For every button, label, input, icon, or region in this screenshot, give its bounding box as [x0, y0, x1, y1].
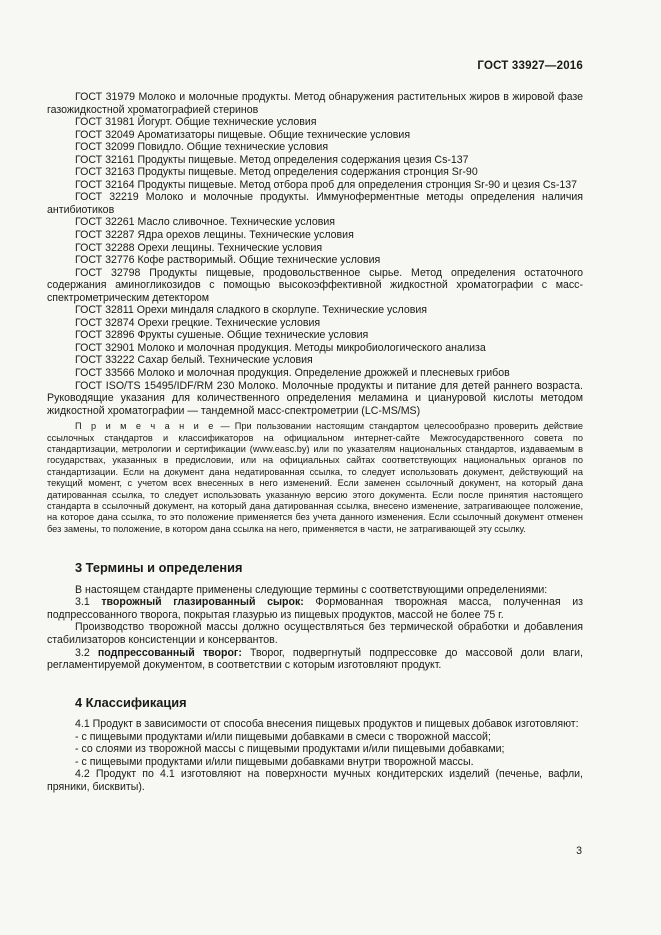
- reference-item: ГОСТ 32288 Орехи лещины. Технические условия: [75, 241, 323, 254]
- term-definition: Творог, подвергнутый подпрессовке до массовой доли влаги, регламентируемой документом, в соответствии с которым изготовляют продукт.: [47, 646, 583, 672]
- reference-item: ГОСТ 33222 Сахар белый. Технические условия: [75, 354, 313, 367]
- reference-item: ГОСТ 33566 Молоко и молочная продукция. Определение дрожжей и плесневых грибов: [75, 367, 510, 380]
- reference-item: ГОСТ 32874 Орехи грецкие. Технические условия: [75, 316, 321, 329]
- reference-item: ГОСТ 32896 Фрукты сушеные. Общие технические условия: [75, 329, 369, 342]
- reference-item: ГОСТ 32219 Молоко и молочные продукты. Иммуноферментные методы определения наличия антибиотиков: [47, 191, 583, 216]
- term-3-1-extra: Производство творожной массы должно осуществляться без термической обработки и добавления стабилизаторов консистенции и консервантов.: [47, 621, 583, 647]
- note-paragraph: [47, 421, 583, 535]
- clause-4-2: 4.2 Продукт по 4.1 изготовляют на поверхности мучных кондитерских изделий (печенье, вафли, пряники, бисквиты).: [47, 768, 583, 793]
- section-3-title: 3 Термины и определения: [75, 560, 243, 576]
- list-item: - с пищевыми продуктами и/или пищевыми добавками в смеси с творожной массой;: [75, 730, 491, 743]
- reference-item: ГОСТ 32163 Продукты пищевые. Метод определения содержания стронция Sr-90: [75, 166, 478, 179]
- term-name: подпрессованный творог:: [97, 646, 242, 659]
- page-number: 3: [576, 845, 582, 857]
- reference-item: ГОСТ 32811 Орехи миндаля сладкого в скорлупе. Технические условия: [75, 304, 427, 317]
- reference-item: ГОСТ 32099 Повидло. Общие технические условия: [75, 141, 329, 154]
- note-text: — При пользовании настоящим стандартом целесообразно проверить действие ссылочных стандартов и классификаторов на официальном интернет-сайте Межгосударственного совета по стандартизации, метрологии и сертификации (www.easc.by) или по указателям национальных стандартов, издаваемым в государствах, указанных в предисловии, или на официальных сайтах соответствующих национальных органов по стандартизации. Если на документ дана недатированная ссылка, то следует использовать документ, действующий на текущий момент, с учетом всех внесенных в него изменений. Если заменен ссылочный документ, на который дана датированная ссылка, то следует использовать указанную версию этого документа. Если после принятия настоящего стандарта в ссылочный документ, на который дана датированная ссылка, внесено изменение, затрагивающее положение, на которое дана ссылка, то это положение применяется без учета данного изменения. Если ссылочный документ отменен без замены, то положение, в котором дана ссылка на него, применяется в части, не затрагивающей эту ссылку.: [47, 421, 583, 534]
- reference-item: ГОСТ 32049 Ароматизаторы пищевые. Общие технические условия: [75, 128, 411, 141]
- reference-item: ГОСТ ISO/TS 15495/IDF/RM 230 Молоко. Молочные продукты и питание для детей раннего возраста. Руководящие указания для количественного определения меламина и циануровой кислоты методом жидкостной хроматографии — тандемной масс-спектрометрии (LC-MS/MS): [47, 379, 583, 417]
- term-name: творожный глазированный сырок:: [101, 596, 304, 609]
- reference-item: ГОСТ 32164 Продукты пищевые. Метод отбора проб для определения стронция Sr-90 и цезия Cs-137: [75, 178, 578, 191]
- term-number: 3.2: [75, 646, 98, 659]
- list-item: - со слоями из творожной массы с пищевыми продуктами и/или пищевыми добавками;: [75, 743, 505, 756]
- term-number: 3.1: [75, 596, 102, 609]
- term-3-1: [47, 596, 583, 621]
- clause-4-1: 4.1 Продукт в зависимости от способа внесения пищевых продуктов и пищевых добавок изготовляют:: [75, 718, 579, 731]
- reference-item: ГОСТ 31981 Йогурт. Общие технические условия: [75, 116, 317, 129]
- section-4-title: 4 Классификация: [75, 694, 187, 710]
- reference-item: ГОСТ 32261 Масло сливочное. Технические условия: [75, 216, 336, 229]
- term-3-2: [47, 647, 583, 672]
- reference-item: ГОСТ 32161 Продукты пищевые. Метод определения содержания цезия Cs-137: [75, 153, 469, 166]
- reference-item: ГОСТ 31979 Молоко и молочные продукты. Метод обнаружения растительных жиров в жировой фазе газожидкостной хроматографией стеринов: [47, 91, 583, 116]
- section-3-intro: В настоящем стандарте применены следующие термины с соответствующими определениями:: [75, 583, 548, 596]
- note-label: П р и м е ч а н и е: [75, 421, 216, 432]
- page-body: [47, 91, 583, 793]
- document-code: ГОСТ 33927—2016: [477, 60, 583, 72]
- reference-item: ГОСТ 32287 Ядра орехов лещины. Технические условия: [75, 229, 354, 242]
- reference-item: ГОСТ 32901 Молоко и молочная продукция. Методы микробиологического анализа: [75, 341, 486, 354]
- reference-item: ГОСТ 32776 Кофе растворимый. Общие технические условия: [75, 254, 381, 267]
- list-item: - с пищевыми продуктами и/или пищевыми добавками внутри творожной массы.: [75, 755, 474, 768]
- term-definition: Формованная творожная масса, полученная из подпрессованного творога, покрытая глазурью из пищевых продуктов, массой не более 75 г.: [47, 596, 583, 621]
- reference-item: ГОСТ 32798 Продукты пищевые, продовольственное сырье. Метод определения остаточного содержания аминогликозидов с помощью высокоэффективной жидкостной хроматографии с масс-спектрометрическим детектором: [47, 266, 583, 304]
